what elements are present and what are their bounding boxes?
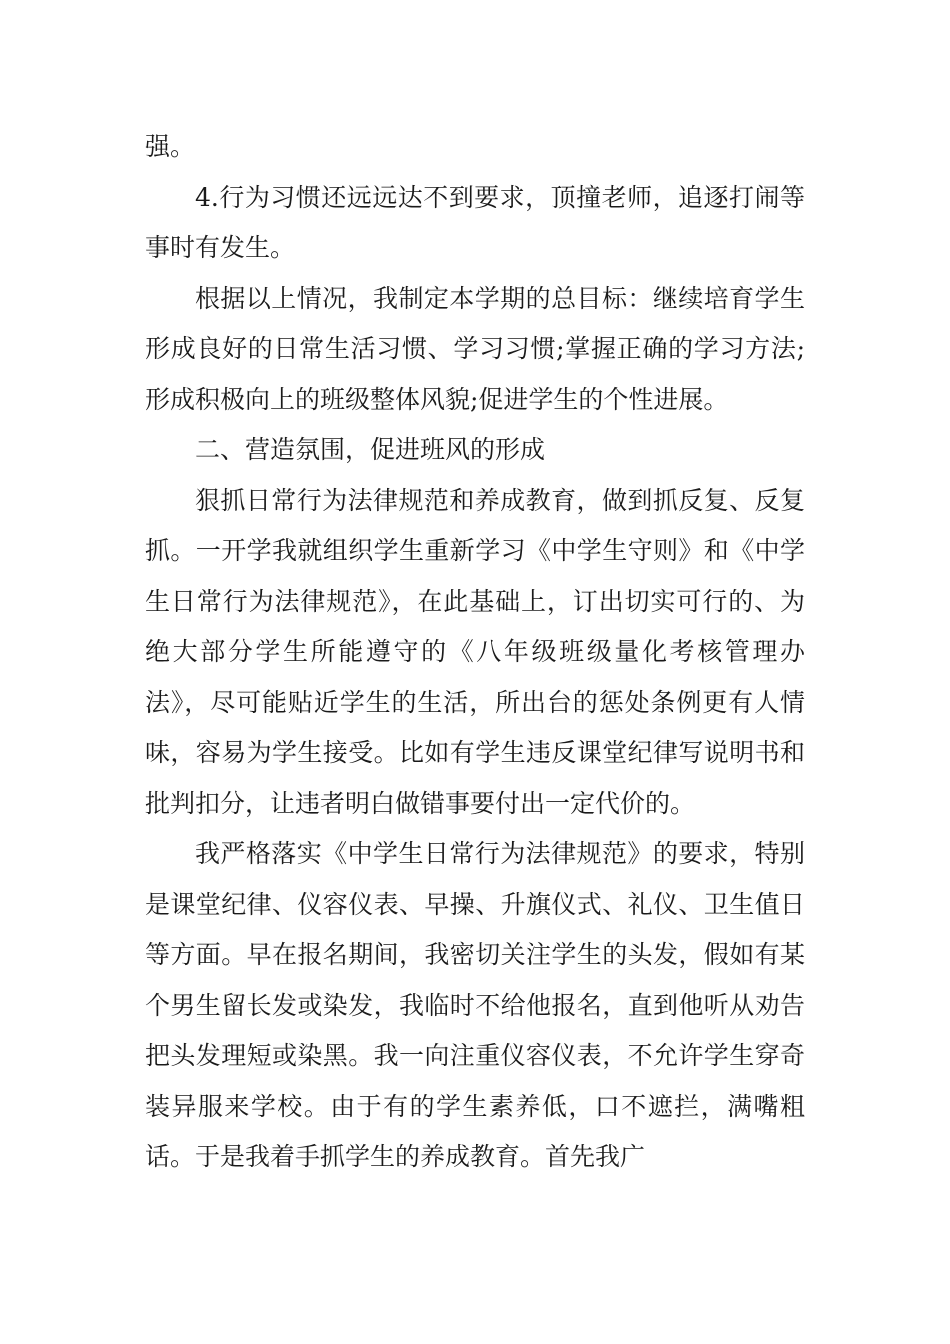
paragraph-continuation: 强。 [145,132,196,161]
section-heading-2: 二、营造氛围，促进班风的形成 [195,435,546,464]
document-body [145,122,805,1183]
paragraph-behavior-norms: 狠抓日常行为法律规范和养成教育，做到抓反复、反复抓。一开学我就组织学生重新学习《中学生守则》和《中学生日常行为法律规范》，在此基础上，订出切实可行的、为绝大部分学生所能遵守的《八年级班级量化考核管理办法》，尽可能贴近学生的生活，所出台的惩处条例更有人情味，容易为学生接受。比如有学生违反课堂纪律写说明书和批判扣分，让违者明白做错事要付出一定代价的。 [145,485,805,818]
paragraph-item-4: 4.行为习惯还远远达不到要求，顶撞老师，追逐打闹等事时有发生。 [145,182,805,262]
paragraph-implementation: 我严格落实《中学生日常行为法律规范》的要求，特别是课堂纪律、仪容仪表、早操、升旗仪式、礼仪、卫生值日等方面。早在报名期间，我密切关注学生的头发，假如有某个男生留长发或染发，我临时不给他报名，直到他听从劝告把头发理短或染黑。我一向注重仪容仪表，不允许学生穿奇装异服来学校。由于有的学生素养低，口不遮拦，满嘴粗话。于是我着手抓学生的养成教育。首先我广 [145,839,805,1171]
paragraph-overall-goal: 根据以上情况，我制定本学期的总目标：继续培育学生形成良好的日常生活习惯、学习习惯;掌握正确的学习方法;形成积极向上的班级整体风貌;促进学生的个性进展。 [145,283,805,414]
